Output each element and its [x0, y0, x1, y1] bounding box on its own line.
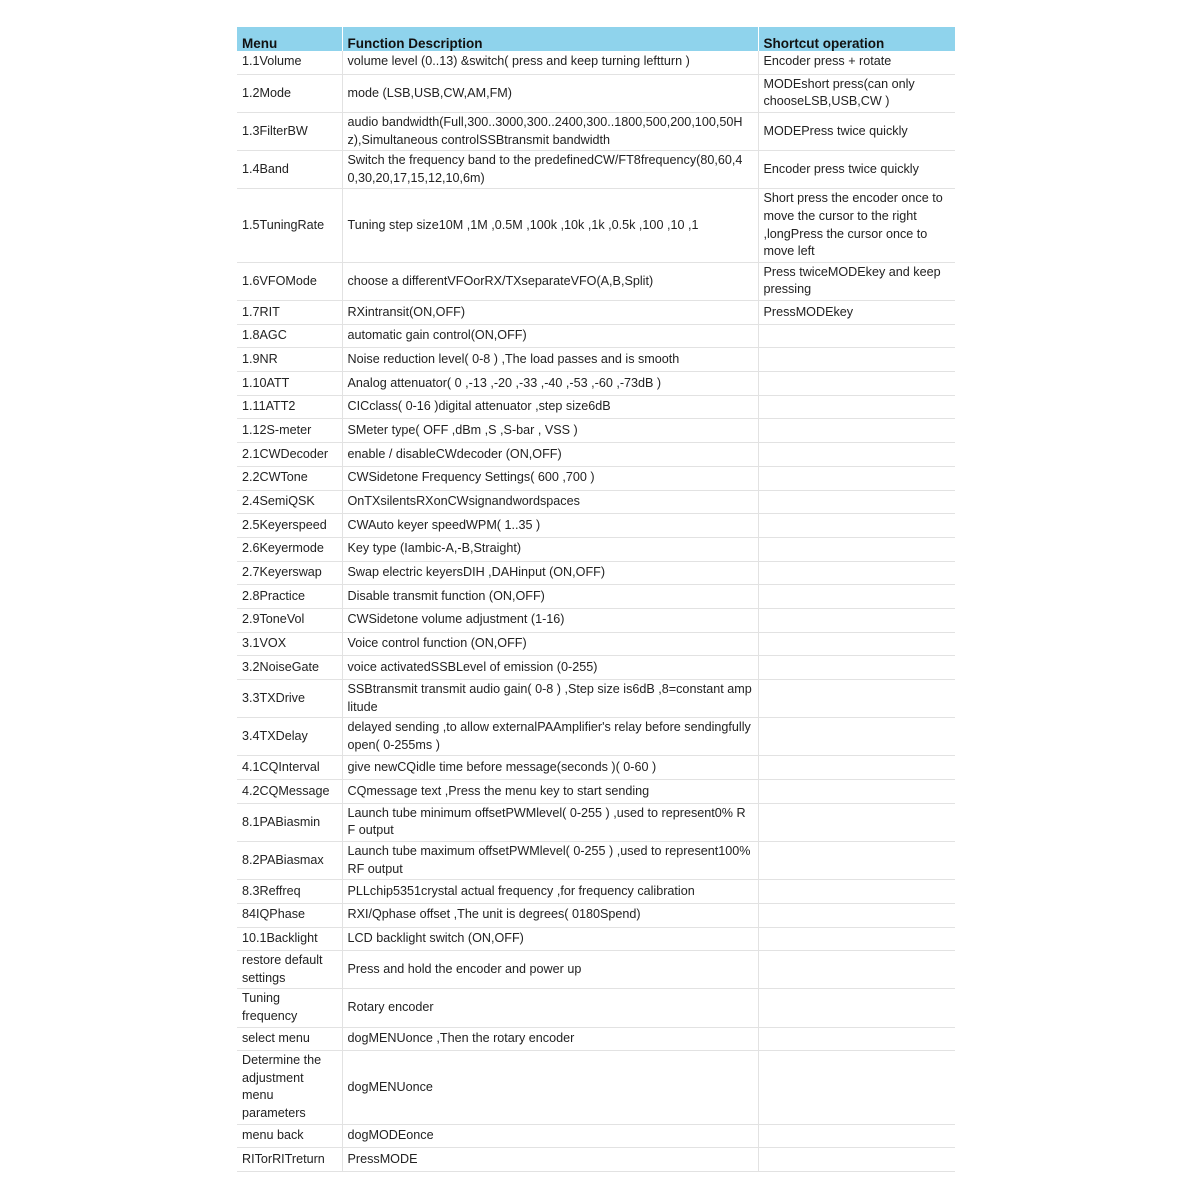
cell-function-description: Noise reduction level( 0-8 ) ,The load passes and is smooth [342, 348, 758, 372]
cell-function-description: Tuning step size10M ,1M ,0.5M ,100k ,10k ,1k ,0.5k ,100 ,10 ,1 [342, 189, 758, 262]
table-row [237, 585, 955, 609]
table-row [237, 632, 955, 656]
cell-shortcut-operation [758, 656, 955, 680]
cell-shortcut-operation [758, 348, 955, 372]
cell-function-description: RXI/Qphase offset ,The unit is degrees( 0180Spend) [342, 903, 758, 927]
cell-function-description: Swap electric keyersDIH ,DAHinput (ON,OFF) [342, 561, 758, 585]
cell-function-description: Press and hold the encoder and power up [342, 951, 758, 989]
table-row [237, 903, 955, 927]
menu-function-table [237, 27, 956, 1172]
table-row [237, 151, 955, 189]
table-row [237, 880, 955, 904]
cell-menu: 2.2CWTone [237, 466, 342, 490]
cell-menu: 1.10ATT [237, 372, 342, 396]
table-row [237, 989, 955, 1027]
cell-menu: 8.3Reffreq [237, 880, 342, 904]
table-row [237, 680, 955, 718]
cell-shortcut-operation: PressMODEkey [758, 301, 955, 325]
cell-shortcut-operation [758, 466, 955, 490]
cell-shortcut-operation [758, 514, 955, 538]
table-row [237, 1051, 955, 1124]
cell-function-description: mode (LSB,USB,CW,AM,FM) [342, 74, 758, 112]
cell-function-description: CWSidetone Frequency Settings( 600 ,700 ) [342, 466, 758, 490]
cell-menu: 4.1CQInterval [237, 756, 342, 780]
table-row [237, 490, 955, 514]
cell-function-description: PLLchip5351crystal actual frequency ,for frequency calibration [342, 880, 758, 904]
cell-shortcut-operation [758, 989, 955, 1027]
table-row [237, 718, 955, 756]
header-menu: Menu [237, 27, 342, 51]
cell-function-description: voice activatedSSBLevel of emission (0-255) [342, 656, 758, 680]
cell-menu: 3.4TXDelay [237, 718, 342, 756]
cell-menu: 1.9NR [237, 348, 342, 372]
table-row [237, 780, 955, 804]
table-row [237, 372, 955, 396]
cell-function-description: OnTXsilentsRXonCWsignandwordspaces [342, 490, 758, 514]
cell-menu: 2.7Keyerswap [237, 561, 342, 585]
cell-menu: 3.3TXDrive [237, 680, 342, 718]
table-row [237, 841, 955, 879]
table-row [237, 537, 955, 561]
table-body [237, 51, 955, 1172]
table-row [237, 1124, 955, 1148]
cell-function-description: SSBtransmit transmit audio gain( 0-8 ) ,Step size is6dB ,8=constant amplitude [342, 680, 758, 718]
header-function-description: Function Description [342, 27, 758, 51]
table-row [237, 348, 955, 372]
cell-menu: 1.7RIT [237, 301, 342, 325]
cell-menu: 3.2NoiseGate [237, 656, 342, 680]
cell-menu: 1.11ATT2 [237, 395, 342, 419]
table-row [237, 951, 955, 989]
cell-menu: 1.6VFOMode [237, 262, 342, 300]
cell-menu: 1.2Mode [237, 74, 342, 112]
cell-shortcut-operation [758, 803, 955, 841]
cell-function-description: Launch tube minimum offsetPWMlevel( 0-255 ) ,used to represent0% RF output [342, 803, 758, 841]
cell-menu: 8.1PABiasmin [237, 803, 342, 841]
cell-shortcut-operation [758, 632, 955, 656]
table-row [237, 113, 955, 151]
table-row [237, 1027, 955, 1051]
table-row [237, 443, 955, 467]
cell-shortcut-operation [758, 372, 955, 396]
cell-shortcut-operation [758, 927, 955, 951]
cell-function-description: PressMODE [342, 1148, 758, 1172]
cell-function-description: CWSidetone volume adjustment (1-16) [342, 608, 758, 632]
table-row [237, 514, 955, 538]
cell-function-description: Switch the frequency band to the predefinedCW/FT8frequency(80,60,40,30,20,17,15,12,10,6m) [342, 151, 758, 189]
table-row [237, 324, 955, 348]
cell-menu: 8.2PABiasmax [237, 841, 342, 879]
cell-menu: select menu [237, 1027, 342, 1051]
table-row [237, 803, 955, 841]
cell-function-description: give newCQidle time before message(seconds )( 0-60 ) [342, 756, 758, 780]
cell-menu: RITorRITreturn [237, 1148, 342, 1172]
header-shortcut-operation: Shortcut operation [758, 27, 955, 51]
cell-menu: Determine the adjustment menu parameters [237, 1051, 342, 1124]
cell-shortcut-operation: Press twiceMODEkey and keep pressing [758, 262, 955, 300]
cell-function-description: Rotary encoder [342, 989, 758, 1027]
cell-menu: restore default settings [237, 951, 342, 989]
cell-menu: 1.5TuningRate [237, 189, 342, 262]
table-row [237, 608, 955, 632]
cell-menu: Tuning frequency [237, 989, 342, 1027]
cell-function-description: dogMENUonce ,Then the rotary encoder [342, 1027, 758, 1051]
table-row [237, 419, 955, 443]
table-row [237, 561, 955, 585]
table-row [237, 756, 955, 780]
cell-menu: 4.2CQMessage [237, 780, 342, 804]
cell-function-description: Disable transmit function (ON,OFF) [342, 585, 758, 609]
cell-function-description: RXintransit(ON,OFF) [342, 301, 758, 325]
cell-shortcut-operation: MODEshort press(can only chooseLSB,USB,CW ) [758, 74, 955, 112]
cell-shortcut-operation [758, 756, 955, 780]
cell-menu: 2.8Practice [237, 585, 342, 609]
cell-menu: 3.1VOX [237, 632, 342, 656]
cell-menu: 1.12S-meter [237, 419, 342, 443]
cell-function-description: SMeter type( OFF ,dBm ,S ,S-bar , VSS ) [342, 419, 758, 443]
cell-shortcut-operation [758, 561, 955, 585]
cell-function-description: choose a differentVFOorRX/TXseparateVFO(A,B,Split) [342, 262, 758, 300]
cell-shortcut-operation [758, 780, 955, 804]
cell-function-description: Key type (Iambic-A,-B,Straight) [342, 537, 758, 561]
cell-shortcut-operation [758, 1051, 955, 1124]
table-row [237, 466, 955, 490]
table-row [237, 74, 955, 112]
cell-shortcut-operation [758, 880, 955, 904]
cell-function-description: dogMENUonce [342, 1051, 758, 1124]
cell-menu: 1.1Volume [237, 51, 342, 75]
cell-shortcut-operation: Short press the encoder once to move the cursor to the right ,longPress the cursor once to move left [758, 189, 955, 262]
cell-shortcut-operation [758, 324, 955, 348]
cell-function-description: CICclass( 0-16 )digital attenuator ,step size6dB [342, 395, 758, 419]
cell-shortcut-operation [758, 608, 955, 632]
cell-menu: 10.1Backlight [237, 927, 342, 951]
cell-function-description: audio bandwidth(Full,300..3000,300..2400,300..1800,500,200,100,50Hz),Simultaneous controlSSBtransmit bandwidth [342, 113, 758, 151]
cell-menu: 2.1CWDecoder [237, 443, 342, 467]
cell-function-description: enable / disableCWdecoder (ON,OFF) [342, 443, 758, 467]
cell-function-description: Launch tube maximum offsetPWMlevel( 0-255 ) ,used to represent100% RF output [342, 841, 758, 879]
cell-shortcut-operation [758, 1027, 955, 1051]
cell-menu: 2.4SemiQSK [237, 490, 342, 514]
cell-function-description: LCD backlight switch (ON,OFF) [342, 927, 758, 951]
table-row [237, 51, 955, 75]
cell-shortcut-operation [758, 1148, 955, 1172]
cell-shortcut-operation [758, 680, 955, 718]
cell-menu: 1.3FilterBW [237, 113, 342, 151]
table-row [237, 656, 955, 680]
cell-shortcut-operation [758, 1124, 955, 1148]
cell-function-description: delayed sending ,to allow externalPAAmplifier's relay before sendingfully open( 0-255ms ) [342, 718, 758, 756]
cell-function-description: dogMODEonce [342, 1124, 758, 1148]
cell-shortcut-operation: MODEPress twice quickly [758, 113, 955, 151]
cell-shortcut-operation [758, 490, 955, 514]
cell-shortcut-operation: Encoder press + rotate [758, 51, 955, 75]
table-row [237, 262, 955, 300]
cell-shortcut-operation [758, 951, 955, 989]
cell-shortcut-operation [758, 537, 955, 561]
cell-shortcut-operation: Encoder press twice quickly [758, 151, 955, 189]
cell-menu: menu back [237, 1124, 342, 1148]
cell-function-description: volume level (0..13) &switch( press and keep turning leftturn ) [342, 51, 758, 75]
table-row [237, 1148, 955, 1172]
header-row [237, 27, 955, 51]
cell-shortcut-operation [758, 443, 955, 467]
cell-shortcut-operation [758, 585, 955, 609]
cell-menu: 2.9ToneVol [237, 608, 342, 632]
cell-shortcut-operation [758, 841, 955, 879]
table-row [237, 301, 955, 325]
table-row [237, 927, 955, 951]
cell-function-description: CQmessage text ,Press the menu key to start sending [342, 780, 758, 804]
cell-menu: 84IQPhase [237, 903, 342, 927]
cell-function-description: CWAuto keyer speedWPM( 1..35 ) [342, 514, 758, 538]
cell-function-description: Analog attenuator( 0 ,-13 ,-20 ,-33 ,-40 ,-53 ,-60 ,-73dB ) [342, 372, 758, 396]
table-row [237, 395, 955, 419]
cell-shortcut-operation [758, 419, 955, 443]
cell-menu: 2.5Keyerspeed [237, 514, 342, 538]
cell-shortcut-operation [758, 718, 955, 756]
cell-shortcut-operation [758, 903, 955, 927]
table-row [237, 189, 955, 262]
cell-menu: 2.6Keyermode [237, 537, 342, 561]
cell-menu: 1.8AGC [237, 324, 342, 348]
cell-menu: 1.4Band [237, 151, 342, 189]
cell-function-description: automatic gain control(ON,OFF) [342, 324, 758, 348]
cell-shortcut-operation [758, 395, 955, 419]
cell-function-description: Voice control function (ON,OFF) [342, 632, 758, 656]
